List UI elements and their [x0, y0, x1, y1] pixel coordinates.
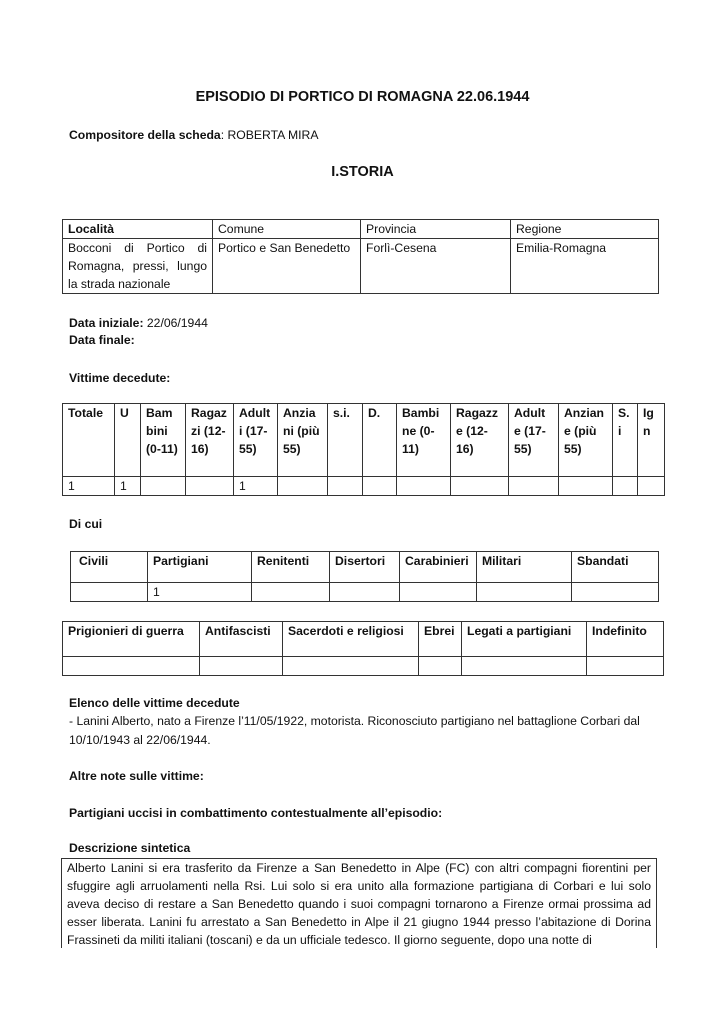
categorie-2-cell: [200, 657, 283, 676]
location-data-row: [63, 239, 659, 294]
vittime-cell: [363, 477, 397, 496]
data-iniziale-value: 22/06/1944: [143, 316, 208, 330]
vittime-header-cell: U: [115, 404, 141, 477]
vittime-header-cell: Anzia ni (più 55): [278, 404, 328, 477]
location-header-cell: Località: [63, 220, 213, 239]
categorie-1-cell: [572, 583, 659, 602]
vittime-header-cell: Totale: [63, 404, 115, 477]
vittime-cell: [638, 477, 665, 496]
di-cui-label: Di cui: [69, 517, 103, 531]
categorie-2-header-cell: Indefinito: [587, 622, 664, 657]
vittime-header-cell: Adult e (17-55): [509, 404, 559, 477]
location-cell: Emilia-Romagna: [511, 239, 659, 294]
elenco-line-1: - Lanini Alberto, nato a Firenze l’11/05/1922, motorista. Riconosciuto partigiano nel battaglione Corbari dal: [69, 714, 640, 728]
vittime-cell: 1: [63, 477, 115, 496]
descrizione-text: Alberto Lanini si era trasferito da Firenze a San Benedetto in Alpe (FC) con altri compagni fiorentini per sfuggire agli arruolamenti nella Rsi. Lui solo si era unito alla formazione partigiana di Corbari e lui solo aveva deciso di restare a San Benedetto quando i suoi compagni tornarono a Firenze ormai prossima ad esser liberata. Lanini fu arrestato a San Benedetto in Alpe il 21 giugno 1944 presso l’abitazione di Dorina Frassineti da militi italiani (toscani) e da un ufficiale tedesco. Il giorno seguente, dopo una notte di: [67, 861, 651, 948]
categorie-1-cell: [71, 583, 148, 602]
vittime-cell: [278, 477, 328, 496]
categorie-1-cell: [252, 583, 330, 602]
categorie-1-header-cell: Disertori: [330, 552, 400, 583]
descrizione-label: Descrizione sintetica: [69, 841, 191, 855]
location-cell: Forlì-Cesena: [361, 239, 511, 294]
vittime-header-cell: D.: [363, 404, 397, 477]
categorie-1-cell: 1: [148, 583, 252, 602]
categorie-2-cell: [587, 657, 664, 676]
categorie-1-cell: [400, 583, 477, 602]
elenco-label: Elenco delle vittime decedute: [69, 696, 240, 710]
section-title: I.STORIA: [331, 164, 394, 180]
vittime-cell: 1: [234, 477, 278, 496]
vittime-header-cell: S. i: [613, 404, 638, 477]
document-title: EPISODIO DI PORTICO DI ROMAGNA 22.06.1944: [195, 89, 530, 105]
vittime-header-cell: Ragazze (12-16): [451, 404, 509, 477]
categorie-table-2: [62, 621, 664, 676]
categorie-1-header-cell: Civili: [71, 552, 148, 583]
vittime-cell: [613, 477, 638, 496]
categorie-2-cell: [63, 657, 200, 676]
vittime-cell: [509, 477, 559, 496]
data-iniziale-label: Data iniziale:: [69, 316, 144, 330]
vittime-cell: [397, 477, 451, 496]
vittime-table: [62, 403, 665, 496]
descrizione-box: [61, 858, 657, 948]
vittime-header-cell: Ragaz zi (12-16): [186, 404, 234, 477]
altre-note-label: Altre note sulle vittime:: [69, 769, 204, 783]
categorie-2-header-cell: Prigionieri di guerra: [63, 622, 200, 657]
vittime-header-cell: s.i.: [328, 404, 363, 477]
vittime-header-cell: Bambi ne (0-11): [397, 404, 451, 477]
categorie-2-cell: [462, 657, 587, 676]
vittime-header-row: [63, 404, 665, 477]
categorie-1-header-cell: Renitenti: [252, 552, 330, 583]
partigiani-label: Partigiani uccisi in combattimento contestualmente all’episodio:: [69, 806, 443, 820]
vittime-cell: [451, 477, 509, 496]
categorie-1-cell: [477, 583, 572, 602]
categorie-2-header-cell: Legati a partigiani: [462, 622, 587, 657]
vittime-header-cell: Bam bini (0-11): [141, 404, 186, 477]
location-cell: Bocconi di Portico di Romagna, pressi, lungo la strada nazionale: [63, 239, 213, 294]
compositore-value: : ROBERTA MIRA: [220, 128, 319, 142]
location-header-cell: Regione: [511, 220, 659, 239]
elenco-line-2: 10/10/1943 al 22/06/1944.: [69, 733, 211, 747]
categorie-1-header-cell: Militari: [477, 552, 572, 583]
categorie-2-cell: [283, 657, 419, 676]
vittime-header-cell: Adult i (17-55): [234, 404, 278, 477]
vittime-cell: 1: [115, 477, 141, 496]
compositore-line: [69, 126, 318, 144]
categorie-2-header-cell: Sacerdoti e religiosi: [283, 622, 419, 657]
data-finale: [69, 331, 135, 349]
categorie-1-header-cell: Sbandati: [572, 552, 659, 583]
location-header-cell: Provincia: [361, 220, 511, 239]
vittime-cell: [141, 477, 186, 496]
categorie-2-cell: [419, 657, 462, 676]
location-table: [62, 219, 659, 294]
categorie-2-data-row: [63, 657, 664, 676]
vittime-header-cell: Anzian e (più 55): [559, 404, 613, 477]
vittime-cell: [559, 477, 613, 496]
categorie-1-data-row: [71, 583, 659, 602]
categorie-2-header-row: [63, 622, 664, 657]
categorie-1-header-cell: Carabinieri: [400, 552, 477, 583]
location-header-row: [63, 220, 659, 239]
vittime-cell: [186, 477, 234, 496]
compositore-label: Compositore della scheda: [69, 128, 221, 142]
categorie-2-header-cell: Ebrei: [419, 622, 462, 657]
vittime-cell: [328, 477, 363, 496]
data-iniziale: [69, 314, 208, 332]
categorie-1-cell: [330, 583, 400, 602]
categorie-table-1: [70, 551, 659, 602]
location-cell: Portico e San Benedetto: [213, 239, 361, 294]
data-finale-label: Data finale:: [69, 333, 135, 347]
location-header-cell: Comune: [213, 220, 361, 239]
categorie-2-header-cell: Antifascisti: [200, 622, 283, 657]
categorie-1-header-row: [71, 552, 659, 583]
vittime-data-row: [63, 477, 665, 496]
vittime-label: Vittime decedute:: [69, 371, 171, 385]
vittime-header-cell: Ig n: [638, 404, 665, 477]
categorie-1-header-cell: Partigiani: [148, 552, 252, 583]
